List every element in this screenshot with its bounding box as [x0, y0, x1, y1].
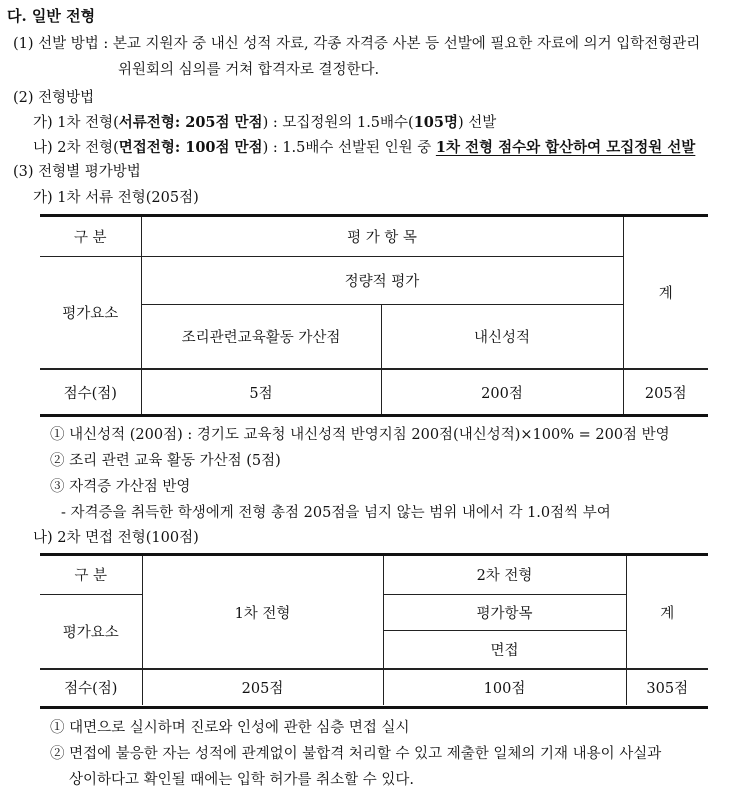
score-stage2: 100점: [383, 669, 626, 705]
method-title: (2) 전형방법: [13, 90, 95, 106]
score-total: 205점: [623, 369, 708, 414]
selection-method-line1: [13, 34, 700, 54]
stage1-method: 가) 1차 전형(서류전형: 205점 만점) : 모집정원의 1.5배수(105명) 선발: [33, 114, 497, 131]
cooking-activity-bonus: 조리관련교육활동 가산점: [141, 304, 381, 369]
header-items: 평 가 항 목: [141, 217, 623, 256]
table2-bottom-rule: [40, 706, 708, 709]
note-item: ② 면접에 불응한 자는 성적에 관계없이 불합격 처리할 수 있고 제출한 일체의 기재 내용이 사실과: [50, 746, 662, 762]
item-number: (1): [13, 36, 34, 52]
note-item: ③ 자격증 가산점 반영: [50, 479, 191, 495]
item-label: 선발 방법: [38, 36, 99, 52]
header-total: 계: [623, 217, 708, 369]
note-item: ① 내신성적 (200점) : 경기도 교육청 내신성적 반영지침 200점(내신성적)×100% = 200점 반영: [50, 427, 670, 443]
note-item: - 자격증을 취득한 학생에게 전형 총점 205점을 넘지 않는 범위 내에서 각 1.0점씩 부여: [61, 505, 611, 521]
selection-method-line2: 위원회의 심의를 거쳐 합격자로 결정한다.: [118, 62, 380, 78]
item-text: : 본교 지원자 중 내신 성적 자료, 각종 자격증 사본 등 선발에 필요한 자료에 의거 입학전형관리: [103, 36, 701, 52]
evaluation-title: (3) 전형별 평가방법: [13, 164, 141, 180]
stage2-table: [40, 556, 708, 705]
note-item: ① 대면으로 실시하며 진로와 인성에 관한 심층 면접 실시: [50, 720, 410, 736]
stage1-subtitle: 가) 1차 서류 전형(205점): [33, 190, 199, 206]
score-stage1: 205점: [142, 669, 383, 705]
second-stage: 2차 전형: [383, 556, 626, 594]
stage1-table: [40, 217, 708, 414]
school-grades: 내신성적: [381, 304, 623, 369]
score-bonus: 5점: [141, 369, 381, 414]
row-label-elements: 평가요소: [40, 256, 141, 369]
stage2-subtitle: 나) 2차 면접 전형(100점): [33, 530, 199, 546]
note-item: 상이하다고 확인될 때에는 입학 허가를 취소할 수 있다.: [69, 772, 415, 788]
section-heading: 다. 일반 전형: [7, 7, 96, 25]
header-total: 계: [626, 556, 708, 669]
score-grades: 200점: [381, 369, 623, 414]
header-category: 구 분: [74, 568, 108, 585]
score-label: 점수(점): [40, 369, 141, 414]
interview: 면접: [383, 630, 626, 669]
stage2-method: 나) 2차 전형(면접전형: 100점 만점) : 1.5배수 선발된 인원 중 1차 전형 점수와 합산하여 모집정원 선발: [33, 139, 696, 156]
note-item: ② 조리 관련 교육 활동 가산점 (5점): [50, 453, 281, 469]
row-label-elements: 평가요소: [40, 594, 142, 669]
score-total: 305점: [626, 669, 708, 705]
header-category: 구 분: [73, 229, 107, 246]
eval-item: 평가항목: [383, 594, 626, 630]
table1-bottom-rule: [40, 414, 708, 417]
score-label: 점수(점): [40, 669, 142, 705]
quantitative-eval: 정량적 평가: [141, 256, 623, 304]
first-stage: 1차 전형: [142, 556, 383, 669]
